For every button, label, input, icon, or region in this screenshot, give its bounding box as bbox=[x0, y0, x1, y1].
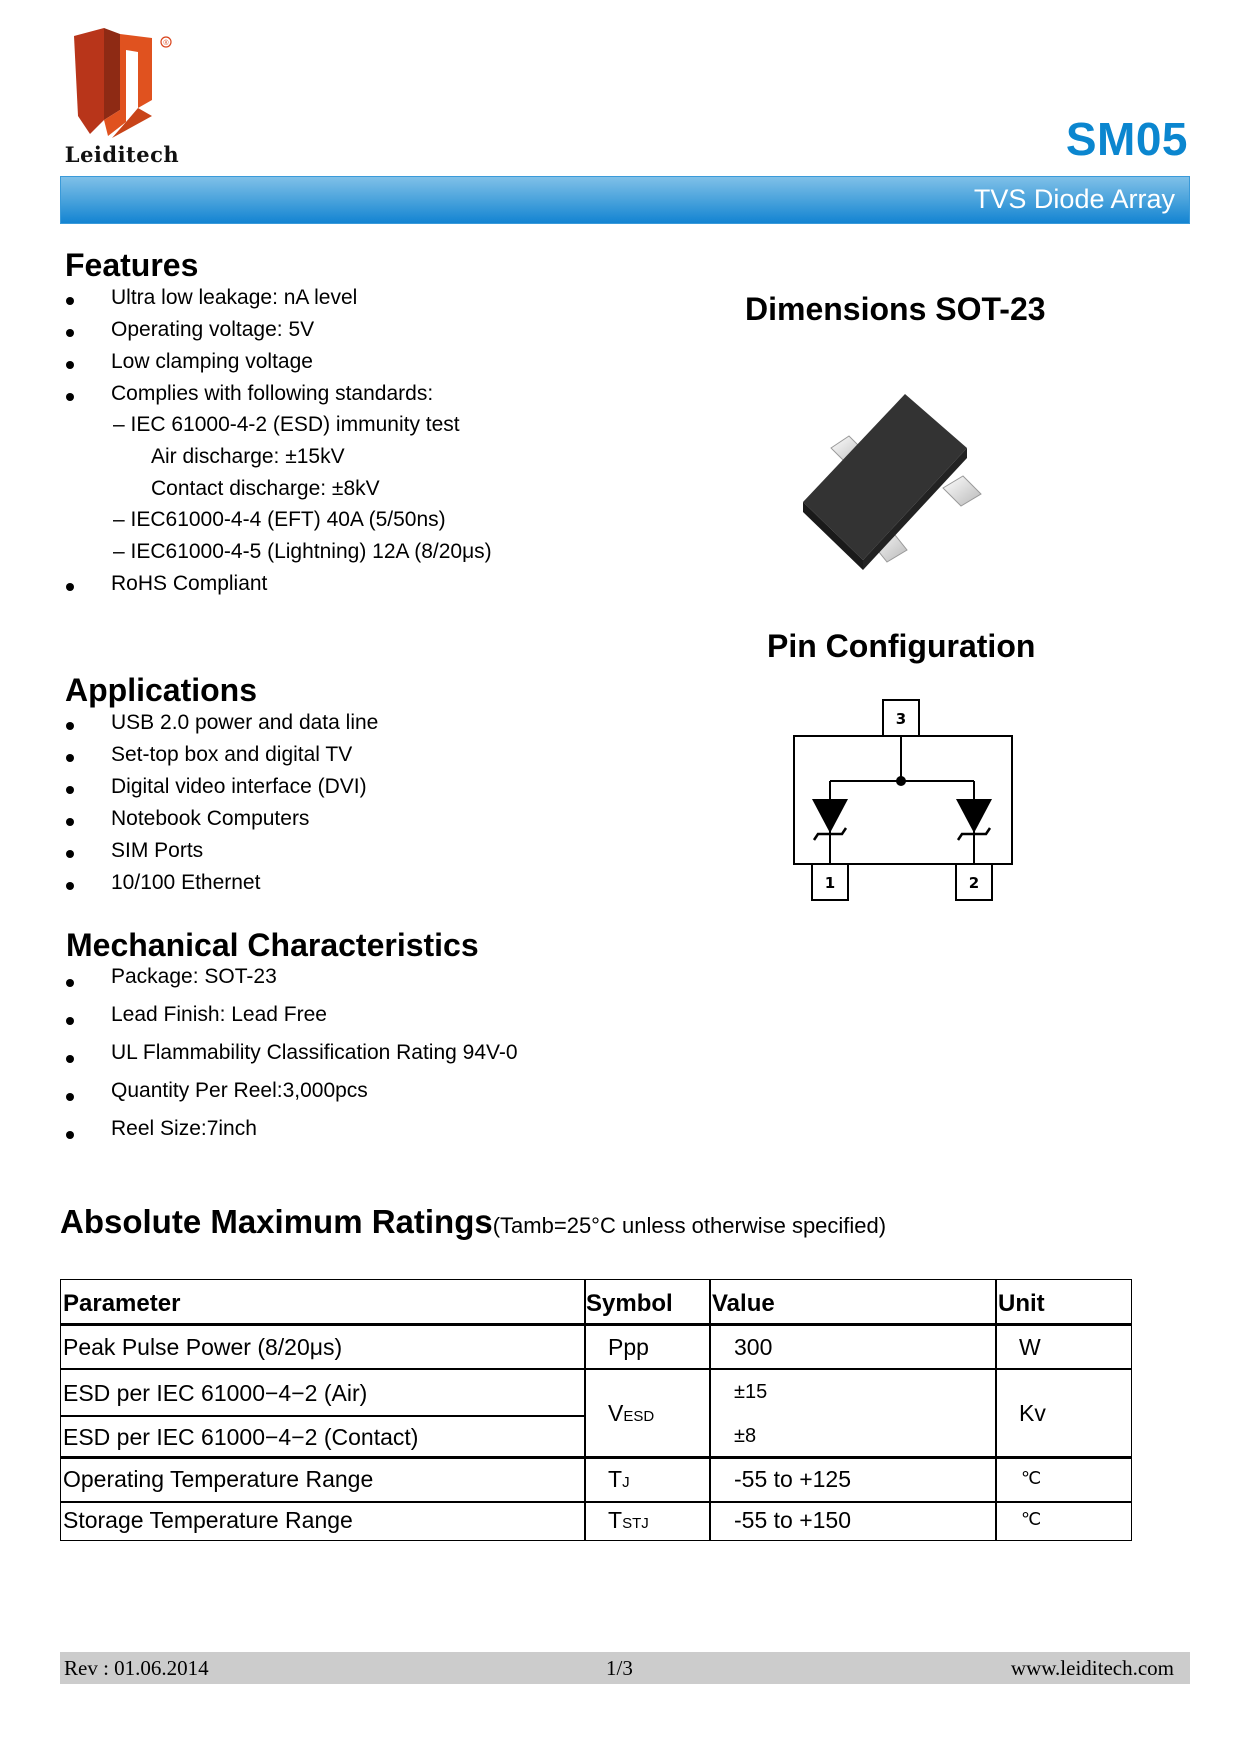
bullet-icon bbox=[66, 297, 74, 305]
table-row-value: -55 to +125 bbox=[734, 1466, 852, 1492]
ratings-title bbox=[60, 1203, 886, 1241]
product-subtitle: TVS Diode Array bbox=[973, 184, 1175, 214]
table-row-parameter: ESD per IEC 61000−4−2 (Contact) bbox=[63, 1424, 419, 1450]
bullet-icon bbox=[66, 1055, 74, 1063]
bullet-icon bbox=[66, 722, 74, 730]
features-heading: Features bbox=[65, 247, 199, 283]
pin-1-label: 1 bbox=[824, 874, 836, 892]
table-row-symbol: VESD bbox=[608, 1400, 655, 1426]
bullet-icon bbox=[66, 850, 74, 858]
bullet-icon bbox=[66, 361, 74, 369]
ratings-heading: Absolute Maximum Ratings bbox=[60, 1203, 493, 1240]
standard-item: – IEC 61000-4-2 (ESD) immunity test bbox=[113, 413, 460, 436]
dimensions-heading: Dimensions SOT-23 bbox=[745, 291, 1046, 327]
table-row-value: 300 bbox=[734, 1334, 773, 1360]
registered-mark: ® bbox=[163, 40, 169, 47]
table-divider bbox=[61, 1456, 1131, 1459]
bullet-icon bbox=[66, 786, 74, 794]
table-divider bbox=[61, 1415, 584, 1417]
table-row-unit: ℃ bbox=[1021, 1509, 1042, 1529]
bullet-icon bbox=[66, 818, 74, 826]
standard-item: – IEC61000-4-4 (EFT) 40A (5/50ns) bbox=[113, 508, 446, 531]
table-row-unit: W bbox=[1019, 1334, 1041, 1360]
bullet-icon bbox=[66, 979, 74, 987]
header-symbol: Symbol bbox=[586, 1290, 673, 1317]
revision-date: Rev : 01.06.2014 bbox=[64, 1656, 209, 1680]
standard-detail: Air discharge: ±15kV bbox=[151, 445, 345, 468]
bullet-icon bbox=[66, 583, 74, 591]
table-row-parameter: Storage Temperature Range bbox=[63, 1507, 353, 1533]
bullet-icon bbox=[66, 754, 74, 762]
table-divider bbox=[61, 1368, 1131, 1370]
sot23-package-image bbox=[795, 390, 995, 585]
title-banner bbox=[60, 176, 1190, 224]
header-value: Value bbox=[712, 1290, 775, 1317]
ratings-condition: (Tamb=25°C unless otherwise specified) bbox=[492, 1213, 887, 1238]
table-col-divider bbox=[584, 1280, 586, 1540]
table-divider bbox=[61, 1501, 1131, 1503]
table-row-parameter: Operating Temperature Range bbox=[63, 1466, 374, 1492]
standard-item: – IEC61000-4-5 (Lightning) 12A (8/20μs) bbox=[113, 540, 492, 563]
bullet-icon bbox=[66, 1131, 74, 1139]
applications-heading: Applications bbox=[65, 672, 258, 708]
standard-detail: Contact discharge: ±8kV bbox=[151, 477, 380, 500]
table-row-parameter: ESD per IEC 61000−4−2 (Air) bbox=[63, 1380, 368, 1406]
bullet-icon bbox=[66, 1017, 74, 1025]
page-footer bbox=[60, 1652, 1190, 1684]
table-row-value: ±8 bbox=[734, 1425, 757, 1447]
table-row-symbol: TSTJ bbox=[608, 1507, 649, 1533]
company-logo bbox=[60, 24, 184, 170]
website-link[interactable]: www.leiditech.com bbox=[1010, 1656, 1174, 1680]
table-col-divider bbox=[709, 1280, 711, 1540]
table-row-symbol: Ppp bbox=[608, 1334, 649, 1360]
logo-emblem-icon bbox=[60, 24, 184, 144]
ratings-table bbox=[60, 1279, 1132, 1541]
header-parameter: Parameter bbox=[63, 1290, 181, 1317]
pin-2-label: 2 bbox=[968, 874, 980, 892]
table-col-divider bbox=[995, 1280, 997, 1540]
table-row-unit: ℃ bbox=[1021, 1468, 1042, 1488]
brand-name: Leiditech bbox=[64, 142, 180, 167]
page-number: 1/3 bbox=[606, 1656, 633, 1680]
sot23-chip-icon bbox=[795, 390, 995, 585]
bullet-icon bbox=[66, 329, 74, 337]
table-row-value: ±15 bbox=[734, 1381, 768, 1403]
table-row-parameter: Peak Pulse Power (8/20μs) bbox=[63, 1334, 343, 1360]
table-row-value: -55 to +150 bbox=[734, 1507, 852, 1533]
table-divider bbox=[61, 1323, 1131, 1326]
part-number: SM05 bbox=[1065, 113, 1188, 165]
bullet-icon bbox=[66, 882, 74, 890]
pin-3-label: 3 bbox=[895, 710, 907, 728]
bullet-icon bbox=[66, 1093, 74, 1101]
bullet-icon bbox=[66, 393, 74, 401]
pin-config-heading: Pin Configuration bbox=[767, 628, 1036, 664]
dual-diode-schematic-icon bbox=[784, 692, 1014, 906]
header-unit: Unit bbox=[998, 1290, 1045, 1317]
mechanical-heading: Mechanical Characteristics bbox=[66, 927, 479, 963]
table-row-unit: Kv bbox=[1019, 1400, 1046, 1426]
table-row-symbol: TJ bbox=[608, 1466, 630, 1492]
pin-diagram bbox=[784, 692, 1014, 906]
